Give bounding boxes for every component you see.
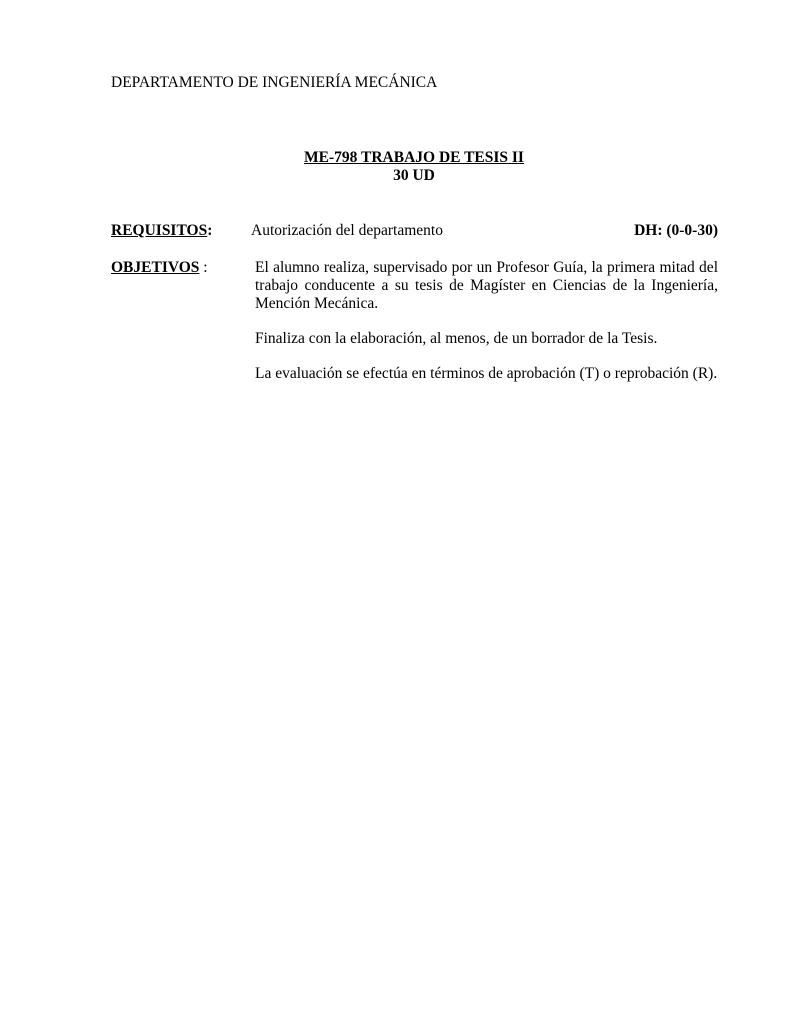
objetivos-label-text: OBJETIVOS	[111, 259, 200, 276]
objetivos-paragraph: La evaluación se efectúa en términos de aprobación (T) o reprobación (R).	[255, 365, 718, 382]
objetivos-label-colon: :	[199, 259, 208, 276]
objetivos-body	[255, 259, 718, 400]
objetivos-paragraph: El alumno realiza, supervisado por un Profesor Guía, la primera mitad del trabajo conducente a su tesis de Magíster en Ciencias de la Ingeniería, Mención Mecánica.	[255, 259, 718, 312]
requisitos-value: Autorización del departamento	[251, 222, 443, 239]
requisitos-label	[111, 222, 212, 240]
course-title: ME-798 TRABAJO DE TESIS II	[304, 149, 524, 166]
department-header: DEPARTAMENTO DE INGENIERÍA MECÁNICA	[111, 74, 438, 91]
requisitos-label-colon: :	[207, 222, 213, 239]
course-credits: 30 UD	[393, 167, 435, 184]
requisitos-label-text: REQUISITOS	[111, 222, 208, 239]
objetivos-label	[111, 259, 208, 277]
objetivos-paragraph: Finaliza con la elaboración, al menos, de un borrador de la Tesis.	[255, 330, 658, 347]
dh-hours: DH: (0-0-30)	[634, 222, 718, 239]
